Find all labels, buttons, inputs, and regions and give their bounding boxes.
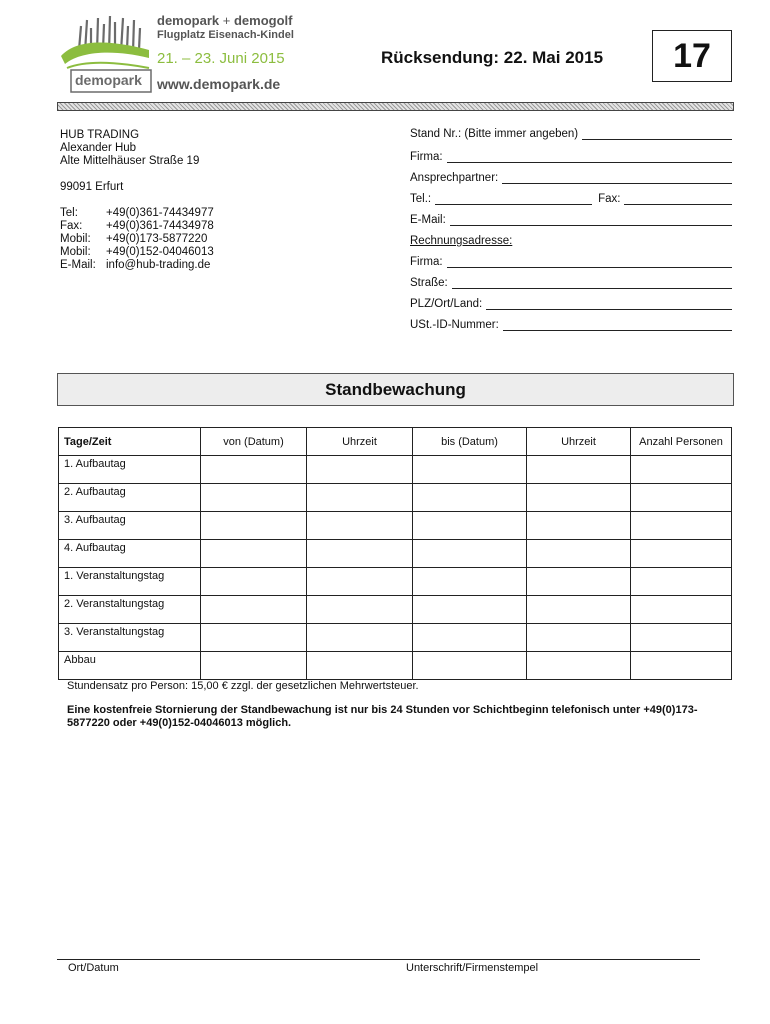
table-cell[interactable] [413,484,527,512]
billing-company-field[interactable]: Firma: [410,256,732,268]
row-label: 2. Aufbautag [59,484,201,512]
table-cell[interactable] [527,652,631,680]
table-cell[interactable] [527,624,631,652]
city: 99091 Erfurt [60,181,124,193]
contact-row: E-Mail: info@hub-trading.de [60,259,211,271]
table-cell[interactable] [307,540,413,568]
table-cell[interactable] [631,512,732,540]
row-label: 2. Veranstaltungstag [59,596,201,624]
phone-fax-field[interactable]: Tel.: Fax: [410,193,732,205]
table-cell[interactable] [631,484,732,512]
row-label: 3. Aufbautag [59,512,201,540]
row-label: 4. Aufbautag [59,540,201,568]
place-date-label: Ort/Datum [68,962,119,974]
table-cell[interactable] [307,512,413,540]
column-header: von (Datum) [201,428,307,456]
form-number-box: 17 [652,30,732,82]
column-header: bis (Datum) [413,428,527,456]
table-cell[interactable] [201,540,307,568]
section-title: Standbewachung [57,373,734,406]
logo-location: Flugplatz Eisenach-Kindel [157,29,294,41]
table-cell[interactable] [413,624,527,652]
table-row [59,484,732,512]
table-cell[interactable] [201,456,307,484]
table-cell[interactable] [631,624,732,652]
company-name: HUB TRADING [60,129,140,141]
column-header: Tage/Zeit [59,428,201,456]
email-field[interactable]: E-Mail: [410,214,732,226]
table-cell[interactable] [527,456,631,484]
company-field[interactable]: Firma: [410,151,732,163]
contact-row: Fax: +49(0)361-74434978 [60,220,214,232]
table-cell[interactable] [413,512,527,540]
table-header-row [59,428,732,456]
contact-row: Mobil: +49(0)152-04046013 [60,246,214,258]
table-row [59,596,732,624]
event-logo [57,10,317,100]
table-cell[interactable] [413,456,527,484]
table-cell[interactable] [307,484,413,512]
table-cell[interactable] [527,568,631,596]
hourly-rate-note: Stundensatz pro Person: 15,00 € zzgl. der gesetzlichen Mehrwertsteuer. [67,680,419,692]
row-label: 3. Veranstaltungstag [59,624,201,652]
postal-city-country-field[interactable]: PLZ/Ort/Land: [410,298,732,310]
guard-schedule-table [58,427,732,680]
column-header: Uhrzeit [527,428,631,456]
table-cell[interactable] [201,484,307,512]
table-cell[interactable] [631,568,732,596]
table-cell[interactable] [631,456,732,484]
table-cell[interactable] [307,652,413,680]
contact-row: Tel: +49(0)361-74434977 [60,207,214,219]
table-cell[interactable] [413,596,527,624]
street-field[interactable]: Straße: [410,277,732,289]
table-cell[interactable] [631,540,732,568]
header-divider [57,102,734,111]
table-cell[interactable] [527,540,631,568]
column-header: Uhrzeit [307,428,413,456]
table-cell[interactable] [307,596,413,624]
table-cell[interactable] [631,596,732,624]
table-cell[interactable] [527,512,631,540]
table-cell[interactable] [413,652,527,680]
billing-address-heading: Rechnungsadresse: [410,235,513,247]
table-cell[interactable] [201,512,307,540]
stand-number-field[interactable]: Stand Nr.: (Bitte immer angeben) [410,128,732,140]
table-row [59,456,732,484]
return-date-title: Rücksendung: 22. Mai 2015 [381,48,604,67]
table-row [59,512,732,540]
table-cell[interactable] [413,540,527,568]
vat-id-field[interactable]: USt.-ID-Nummer: [410,319,732,331]
contact-person-field[interactable]: Ansprechpartner: [410,172,732,184]
table-row [59,540,732,568]
contact-person: Alexander Hub [60,142,137,154]
table-cell[interactable] [413,568,527,596]
signature-stamp-label: Unterschrift/Firmenstempel [406,962,539,974]
row-label: 1. Veranstaltungstag [59,568,201,596]
table-row [59,624,732,652]
street: Alte Mittelhäuser Straße 19 [60,155,200,167]
table-cell[interactable] [631,652,732,680]
table-cell[interactable] [201,568,307,596]
row-label: Abbau [59,652,201,680]
contact-row: Mobil: +49(0)173-5877220 [60,233,208,245]
cancellation-note: Eine kostenfreie Stornierung der Standbewachung ist nur bis 24 Stunden vor Schichtbeginn telefonisch unter +49(0)173-5877220 oder +49(0)152-04046013 möglich. [67,704,698,729]
logo-url: www.demopark.de [157,76,281,92]
row-label: 1. Aufbautag [59,456,201,484]
table-cell[interactable] [201,596,307,624]
table-cell[interactable] [201,624,307,652]
signature-line [57,959,700,960]
table-cell[interactable] [527,484,631,512]
logo-badge: demopark [75,72,142,88]
logo-line1: demopark + demogolf [157,13,293,28]
sender-address [60,129,214,272]
table-row [59,568,732,596]
table-cell[interactable] [527,596,631,624]
table-cell[interactable] [201,652,307,680]
table-row [59,652,732,680]
logo-dates: 21. – 23. Juni 2015 [157,50,285,67]
table-cell[interactable] [307,624,413,652]
table-cell[interactable] [307,456,413,484]
table-cell[interactable] [307,568,413,596]
column-header: Anzahl Personen [631,428,732,456]
